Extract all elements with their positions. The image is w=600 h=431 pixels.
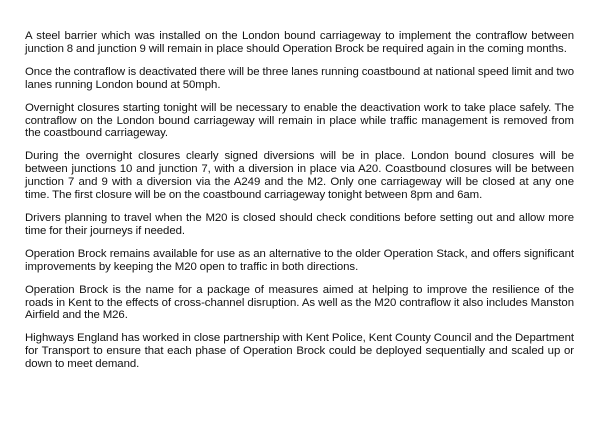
paragraph-operation-brock-definition: Operation Brock is the name for a package of measures aimed at helping to improve the resilience of the roads in Kent to the effects of cross-channel disruption. As well as the M20 contraflow it also includes Manston Airfield and the M26. [25, 283, 574, 322]
paragraph-overnight-closures: Overnight closures starting tonight will be necessary to enable the deactivation work to take place safely. The contraflow on the London bound carriageway will remain in place while traffic management is removed from the coastbound carriageway. [25, 101, 574, 140]
paragraph-contraflow-lanes: Once the contraflow is deactivated there will be three lanes running coastbound at national speed limit and two lanes running London bound at 50mph. [25, 65, 574, 91]
paragraph-driver-advice: Drivers planning to travel when the M20 is closed should check conditions before setting out and allow more time for their journeys if needed. [25, 211, 574, 237]
paragraph-steel-barrier: A steel barrier which was installed on the London bound carriageway to implement the contraflow between junction 8 and junction 9 will remain in place should Operation Brock be required again in the coming months. [25, 30, 574, 55]
paragraph-partnership: Highways England has worked in close partnership with Kent Police, Kent County Council and the Department for Transport to ensure that each phase of Operation Brock could be deployed sequentially and scaled up or down to meet demand. [25, 332, 574, 371]
paragraph-diversions: During the overnight closures clearly signed diversions will be in place. London bound closures will be between junctions 10 and junction 7, with a diversion in place via A20. Coastbound closures will be between junction 7 and 9 with a diversion via the A249 and the M2. Only one carriageway will be closed at any one time. The first closure will be on the coastbound carriageway tonight between 8pm and 6am. [25, 150, 574, 202]
paragraph-operation-brock-alternative: Operation Brock remains available for use as an alternative to the older Operation Stack, and offers significant improvements by keeping the M20 open to traffic in both directions. [25, 247, 574, 273]
